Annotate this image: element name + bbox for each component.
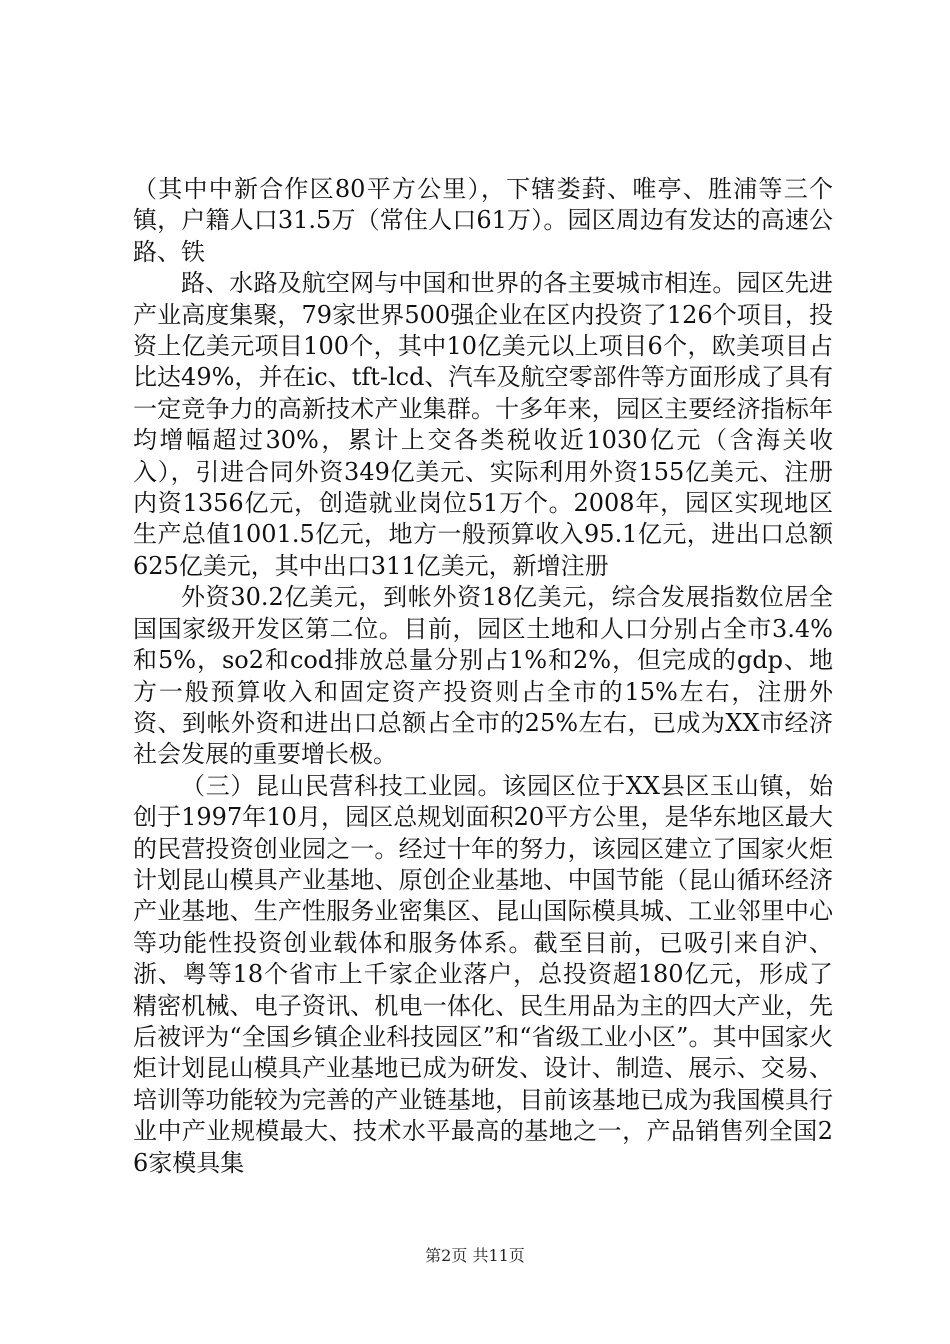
- paragraph-2: 路、水路及航空网与中国和世界的各主要城市相连。园区先进产业高度集聚，79家世界500强企业在区内投资了126个项目，投资上亿美元项目100个，其中10亿美元以上项目6个，欧美项目占比达49%，并在ic、tft-lcd、汽车及航空零部件等方面形成了具有一定竞争力的高新技术产业集群。十多年来，园区主要经济指标年均增幅超过30%，累计上交各类税收近1030亿元（含海关收入），引进合同外资349亿美元、实际利用外资155亿美元、注册内资1356亿元，创造就业岗位51万个。2008年，园区实现地区生产总值1001.5亿元，地方一般预算收入95.1亿元，进出口总额625亿美元，其中出口311亿美元，新增注册: [133, 269, 833, 580]
- paragraph-1: （其中中新合作区80平方公里），下辖娄葑、唯亭、胜浦等三个镇，户籍人口31.5万（常住人口61万）。园区周边有发达的高速公路、铁: [133, 175, 833, 266]
- paragraph-3: 外资30.2亿美元，到帐外资18亿美元，综合发展指数位居全国国家级开发区第二位。目前，园区土地和人口分别占全市3.4%和5%，so2和cod排放总量分别占1%和2%，但完成的gdp、地方一般预算收入和固定资产投资则占全市的15%左右，注册外资、到帐外资和进出口总额占全市的25%左右，已成为XX市经济社会发展的重要增长极。: [133, 583, 833, 769]
- page-number: 第2页 共11页: [425, 1246, 525, 1265]
- page-footer: [0, 1246, 950, 1266]
- document-body: [133, 174, 833, 1179]
- paragraph-4: （三）昆山民营科技工业园。该园区位于XX县区玉山镇，始创于1997年10月，园区总规划面积20平方公里，是华东地区最大的民营投资创业园之一。经过十年的努力，该园区建立了国家火炬计划昆山模具产业基地、原创企业基地、中国节能（昆山循环经济产业基地、生产性服务业密集区、昆山国际模具城、工业邻里中心等功能性投资创业载体和服务体系。截至目前，已吸引来自沪、浙、粤等18个省市上千家企业落户，总投资超180亿元，形成了精密机械、电子资讯、机电一体化、民生用品为主的四大产业，先后被评为“全国乡镇企业科技园区”和“省级工业小区”。其中国家火炬计划昆山模具产业基地已成为研发、设计、制造、展示、交易、培训等功能较为完善的产业链基地，目前该基地已成为我国模具行业中产业规模最大、技术水平最高的基地之一，产品销售列全国26家模具集: [133, 771, 833, 1177]
